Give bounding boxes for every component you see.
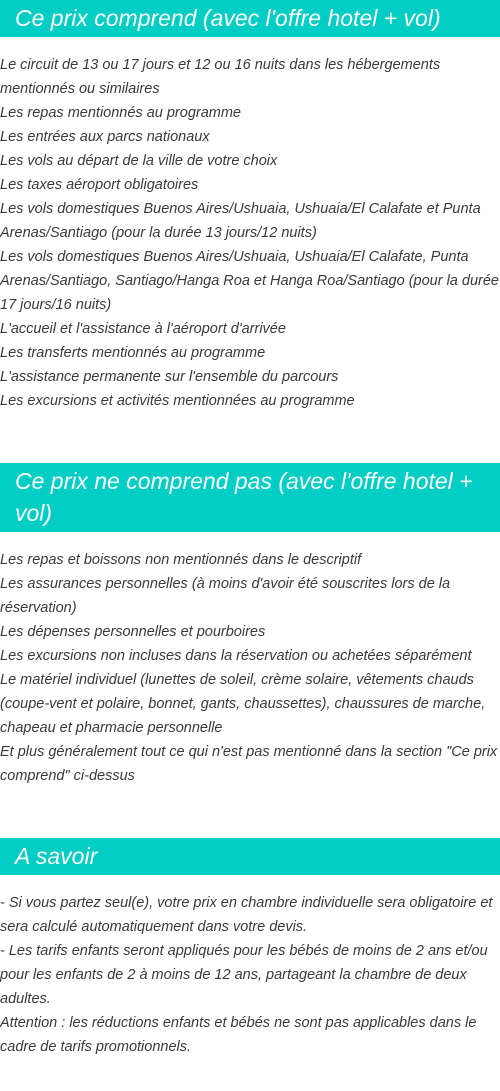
- list-item: Le matériel individuel (lunettes de soleil, crème solaire, vêtements chauds (coupe-vent et polaire, bonnet, gants, chaussettes), chaussures de marche, chapeau et pharmacie personnelle: [0, 672, 486, 736]
- good-to-know-list: [0, 891, 500, 1059]
- list-item: Les transferts mentionnés au programme: [0, 345, 266, 361]
- section-good-to-know: [0, 838, 500, 1059]
- list-item: L'accueil et l'assistance à l'aéroport d'arrivée: [0, 321, 286, 337]
- not-included-list: [0, 548, 500, 788]
- list-item: Les taxes aéroport obligatoires: [0, 177, 199, 193]
- section-not-included: [0, 463, 500, 788]
- list-item: Les assurances personnelles (à moins d'avoir été souscrites lors de la réservation): [0, 576, 451, 616]
- list-item: Les entrées aux parcs nationaux: [0, 129, 210, 145]
- list-item: Les dépenses personnelles et pourboires: [0, 624, 266, 640]
- list-item: Les excursions non incluses dans la réservation ou achetées séparément: [0, 648, 472, 664]
- list-item: Les vols domestiques Buenos Aires/Ushuaia, Ushuaia/El Calafate et Punta Arenas/Santiago (pour la durée 13 jours/12 nuits): [0, 201, 481, 241]
- section-included: [0, 0, 500, 413]
- section-title-good-to-know: A savoir: [0, 838, 500, 875]
- list-item: Les excursions et activités mentionnées au programme: [0, 393, 355, 409]
- list-item: Le circuit de 13 ou 17 jours et 12 ou 16 nuits dans les hébergements mentionnés ou similaires: [0, 57, 441, 97]
- list-item: Et plus généralement tout ce qui n'est pas mentionné dans la section "Ce prix comprend" ci-dessus: [0, 744, 498, 784]
- list-item: Les vols domestiques Buenos Aires/Ushuaia, Ushuaia/El Calafate, Punta Arenas/Santiago, Santiago/Hanga Roa et Hanga Roa/Santiago (pour la durée 17 jours/16 nuits): [0, 249, 499, 313]
- list-item: - Les tarifs enfants seront appliqués pour les bébés de moins de 2 ans et/ou pour les enfants de 2 à moins de 12 ans, partageant la chambre de deux adultes.: [0, 943, 488, 1007]
- list-item: Les vols au départ de la ville de votre choix: [0, 153, 278, 169]
- section-title-not-included: Ce prix ne comprend pas (avec l'offre hotel + vol): [0, 463, 500, 532]
- list-item: - Si vous partez seul(e), votre prix en chambre individuelle sera obligatoire et sera calculé automatiquement dans votre devis.: [0, 895, 493, 935]
- list-item: Les repas et boissons non mentionnés dans le descriptif: [0, 552, 362, 568]
- list-item: Attention : les réductions enfants et bébés ne sont pas applicables dans le cadre de tarifs promotionnels.: [0, 1015, 477, 1055]
- list-item: L'assistance permanente sur l'ensemble du parcours: [0, 369, 339, 385]
- list-item: Les repas mentionnés au programme: [0, 105, 241, 121]
- section-title-included: Ce prix comprend (avec l'offre hotel + vol): [0, 0, 500, 37]
- included-list: [0, 53, 500, 413]
